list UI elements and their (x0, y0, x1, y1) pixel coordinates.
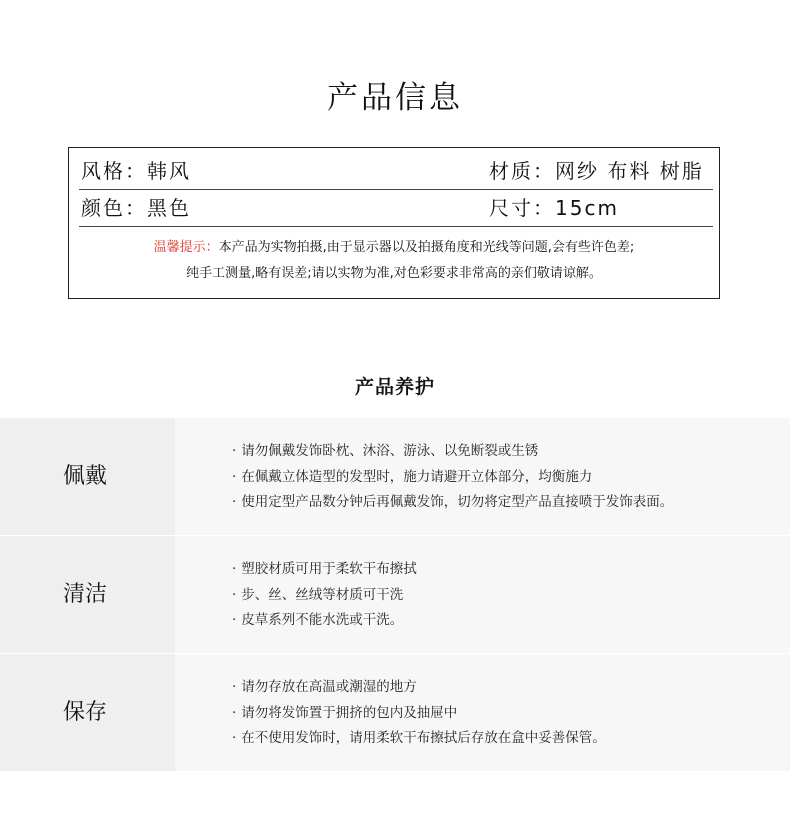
care-item: · 使用定型产品数分钟后再佩戴发饰，切勿将定型产品直接喷于发饰表面。 (232, 494, 674, 510)
bullet-icon: · (232, 730, 237, 746)
care-section-label: 保存 (63, 700, 108, 725)
info-row-color-size (79, 190, 713, 227)
bullet-icon: · (232, 679, 237, 695)
care-section-label-cell (0, 654, 175, 771)
material-label: 材质： (489, 159, 555, 183)
care-section-label: 佩戴 (63, 464, 108, 489)
size-value: 15cm (555, 196, 619, 220)
material-value: 网纱 布料 树脂 (555, 159, 704, 183)
care-section-label-cell (0, 536, 175, 653)
bullet-icon: · (232, 612, 237, 628)
bullet-icon: · (232, 468, 237, 485)
care-list (232, 557, 417, 634)
care-item: · 请勿佩戴发饰卧枕、沐浴、游泳、以免断裂或生锈 (232, 443, 539, 459)
bullet-icon: · (232, 704, 237, 721)
care-item: · 请勿存放在高温或潮湿的地方 (232, 679, 417, 695)
tip-note (69, 235, 719, 287)
care-title: 产品养护 (354, 376, 435, 398)
bullet-icon: · (232, 586, 237, 603)
product-info-table (68, 147, 720, 299)
tip-text-1: 本产品为实物拍摄,由于显示器以及拍摄角度和光线等问题,会有些许色差; (218, 240, 635, 255)
tip-label: 温馨提示： (153, 240, 219, 255)
tip-line-1 (69, 235, 719, 261)
style-field (81, 153, 191, 189)
color-label: 颜色： (81, 196, 147, 220)
bullet-icon: · (232, 561, 237, 577)
style-label: 风格： (81, 159, 147, 183)
care-item: · 皮草系列不能水洗或干洗。 (232, 612, 404, 628)
care-list (232, 439, 673, 516)
product-info-title: 产品信息 (327, 80, 463, 116)
bullet-icon: · (232, 494, 237, 510)
size-field (489, 190, 619, 226)
care-section-label-cell (0, 418, 175, 535)
care-item: · 在不使用发饰时，请用柔软干布擦拭后存放在盒中妥善保管。 (232, 730, 606, 746)
info-row-style-material (79, 153, 713, 190)
care-section-wear (0, 418, 790, 535)
bullet-icon: · (232, 443, 237, 459)
size-label: 尺寸： (489, 196, 555, 220)
care-list (232, 675, 606, 752)
care-section-store (0, 654, 790, 771)
style-value: 韩风 (147, 159, 191, 183)
care-section-label: 清洁 (63, 582, 108, 607)
care-item: · 步、丝、丝绒等材质可干洗 (232, 586, 404, 603)
care-item: · 塑胶材质可用于柔软干布擦拭 (232, 561, 417, 577)
care-section-clean (0, 536, 790, 653)
material-field (489, 153, 704, 189)
care-item: · 在佩戴立体造型的发型时，施力请避开立体部分，均衡施力 (232, 468, 593, 485)
color-value: 黑色 (147, 196, 191, 220)
color-field (81, 190, 191, 226)
tip-line-2: 纯手工测量,略有误差;请以实物为准,对色彩要求非常高的亲们敬请谅解。 (186, 266, 602, 281)
care-item: · 请勿将发饰置于拥挤的包内及抽屉中 (232, 704, 458, 721)
